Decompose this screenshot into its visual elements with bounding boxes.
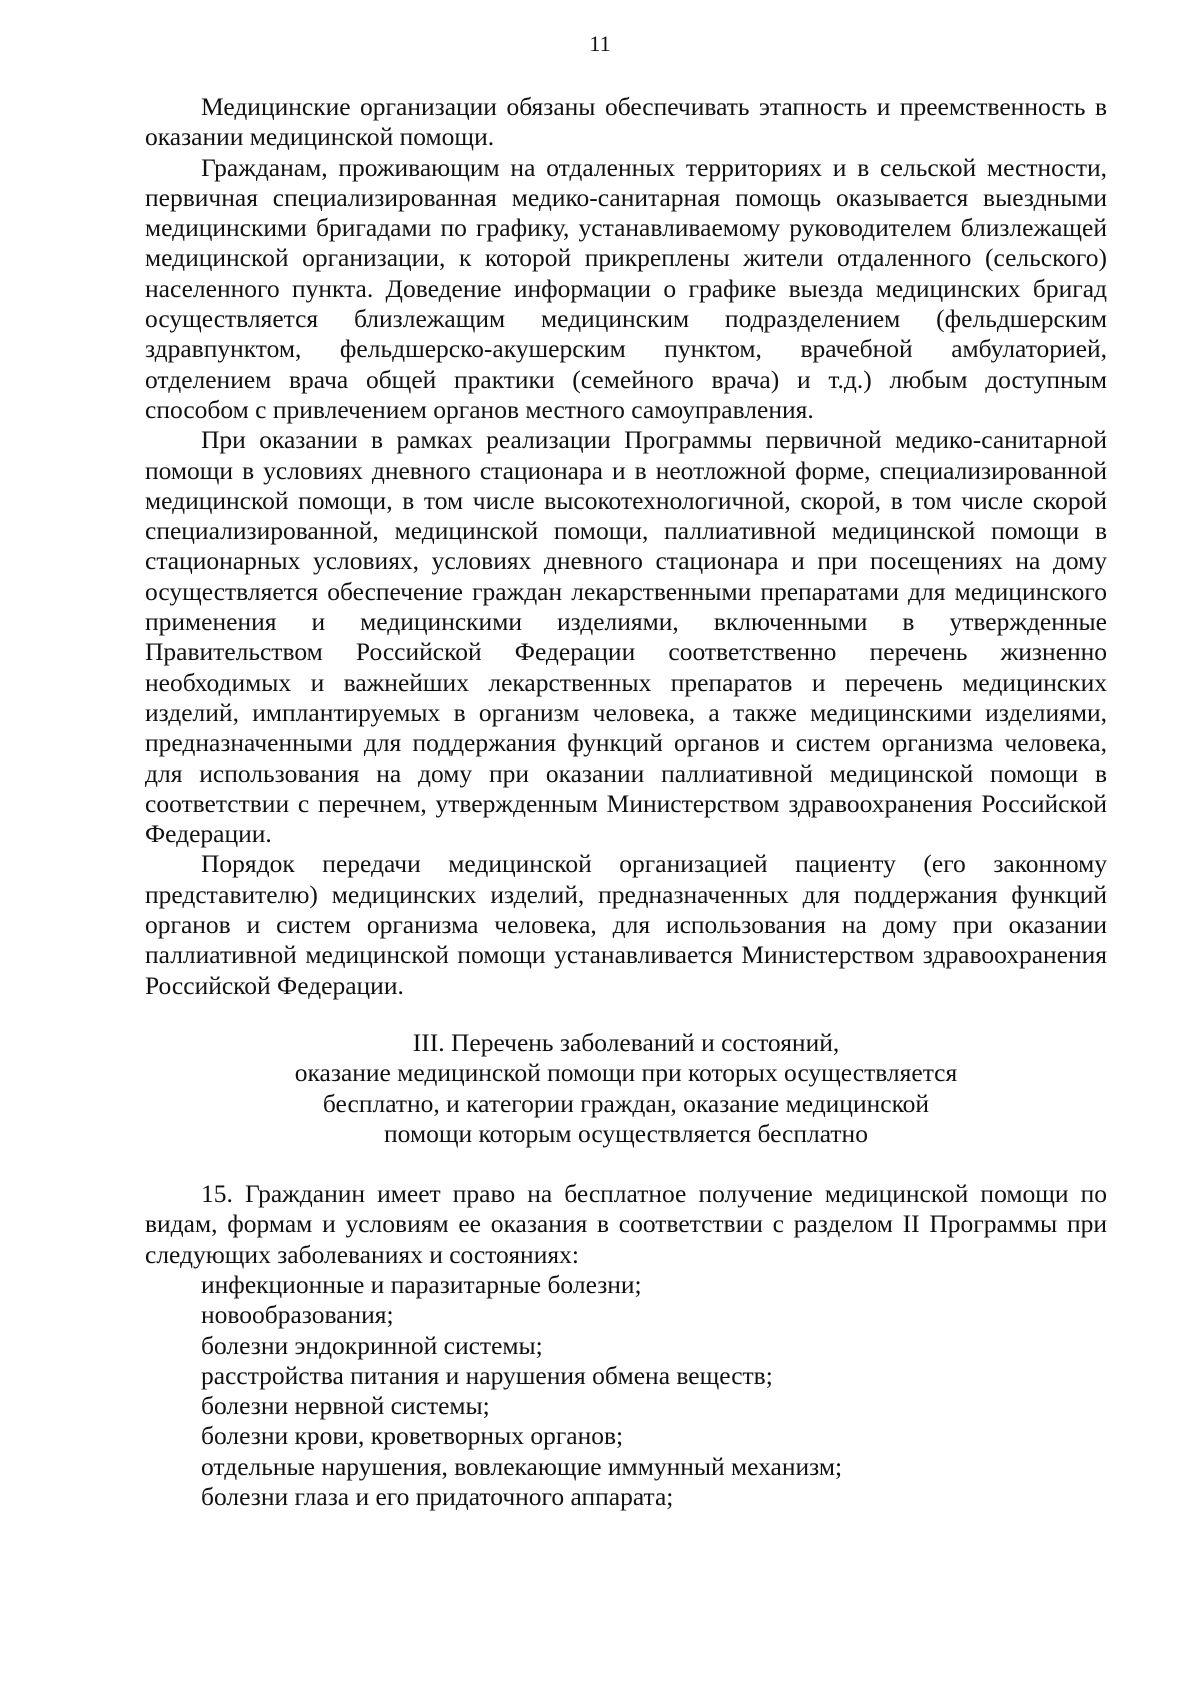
list-item: расстройства питания и нарушения обмена веществ; bbox=[201, 1360, 773, 1390]
section-heading-line: бесплатно, и категории граждан, оказание медицинской bbox=[322, 1088, 930, 1118]
list-item: болезни нервной системы; bbox=[201, 1391, 490, 1421]
list-item: новообразования; bbox=[201, 1300, 394, 1330]
paragraph-15: 15. Гражданин имеет право на бесплатное получение медицинской помощи по видам, формам и условиям ее оказания в соответствии с разделом II Программы при следующих заболеваниях и состояниях: bbox=[145, 1179, 1107, 1269]
paragraph-medication-provision: При оказании в рамках реализации Программы первичной медико-санитарной помощи в условиях дневного стационара и в неотложной форме, специализированной медицинской помощи, в том числе высокотехнологичной, скорой, в том числе скорой специализированной, медицинской помощи, паллиативной медицинской помощи в стационарных условиях, условиях дневного стационара и при посещениях на дому осуществляется обеспечение граждан лекарственными препаратами для медицинского применения и медицинскими изделиями, включенными в утвержденные Правительством Российской Федерации соответственно перечень жизненно необходимых и важнейших лекарственных препаратов и перечень медицинских изделий, имплантируемых в организм человека, а также медицинскими изделиями, предназначенными для поддержания функций органов и систем организма человека, для использования на дому при оказании паллиативной медицинской помощи в соответствии с перечнем, утвержденным Министерством здравоохранения Российской Федерации. bbox=[145, 425, 1107, 849]
list-item: болезни глаза и его придаточного аппарата; bbox=[201, 1482, 674, 1512]
page-number: 11 bbox=[589, 31, 611, 56]
list-item: отдельные нарушения, вовлекающие иммунный механизм; bbox=[201, 1451, 843, 1481]
section-heading-line: оказание медицинской помощи при которых осуществляется bbox=[294, 1058, 958, 1088]
section-heading-line: III. Перечень заболеваний и состояний, bbox=[412, 1027, 840, 1057]
list-item: болезни крови, кроветворных органов; bbox=[201, 1421, 624, 1451]
section-heading bbox=[145, 1028, 1107, 1149]
section-heading-line: помощи которым осуществляется бесплатно bbox=[384, 1118, 868, 1148]
paragraph-continuity: Медицинские организации обязаны обеспечивать этапность и преемственность в оказании медицинской помощи. bbox=[145, 92, 1107, 152]
list-item: инфекционные и паразитарные болезни; bbox=[201, 1269, 642, 1299]
conditions-list bbox=[145, 1270, 1107, 1512]
document-body bbox=[145, 92, 1107, 1512]
paragraph-device-transfer: Порядок передачи медицинской организацией пациенту (его законному представителю) медицинских изделий, предназначенных для поддержания функций органов и систем организма человека, для использования на дому при оказании паллиативной медицинской помощи устанавливается Министерством здравоохранения Российской Федерации. bbox=[145, 849, 1107, 1000]
paragraph-remote-territories: Гражданам, проживающим на отдаленных территориях и в сельской местности, первичная специализированная медико-санитарная помощь оказывается выездными медицинскими бригадами по графику, устанавливаемому руководителем близлежащей медицинской организации, к которой прикреплены жители отдаленного (сельского) населенного пункта. Доведение информации о графике выезда медицинских бригад осуществляется близлежащим медицинским подразделением (фельдшерским здравпунктом, фельдшерско-акушерским пунктом, врачебной амбулаторией, отделением врача общей практики (семейного врача) и т.д.) любым доступным способом с привлечением органов местного самоуправления. bbox=[145, 152, 1107, 424]
list-item: болезни эндокринной системы; bbox=[201, 1330, 543, 1360]
